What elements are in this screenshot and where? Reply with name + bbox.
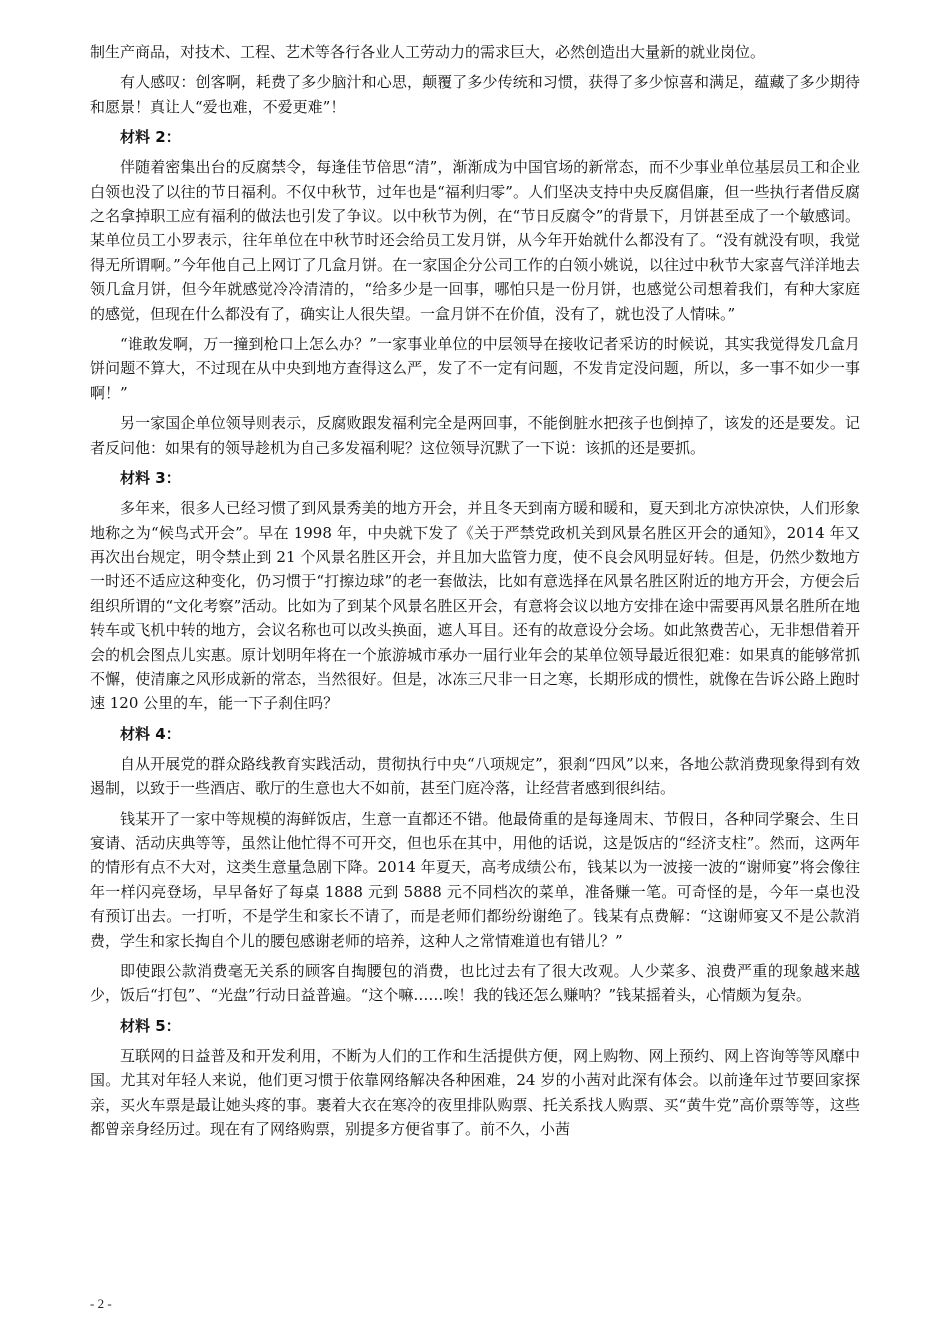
- paragraph-2: 有人感叹：创客啊，耗费了多少脑汁和心思，颠覆了多少传统和习惯，获得了多少惊喜和满足，蕴藏了多少期待和愿景！真让人“爱也难，不爱更难”！: [90, 73, 860, 116]
- heading-material-4: 材料 4：: [120, 724, 181, 743]
- paragraph-1: 制生产商品，对技术、工程、艺术等各行各业人工劳动力的需求巨大，必然创造出大量新的就业岗位。: [90, 43, 766, 61]
- page-number: - 2 -: [90, 1296, 112, 1311]
- paragraph-6: 多年来，很多人已经习惯了到风景秀美的地方开会，并且冬天到南方暖和暖和，夏天到北方凉快凉快，人们形象地称之为“候鸟式开会”。早在 1998 年，中央就下发了《关于严禁党政机关到风景名胜区开会的通知》，2014 年又再次出台规定，明令禁止到 21 个风景名胜区开会，并且加大监管力度，使不良会风明显好转。但是，仍然少数地方一时还不适应这种变化，仍习惯于“打擦边球”的老一套做法，比如有意选择在风景名胜区附近的地方开会，方便会后组织所谓的“文化考察”活动。比如为了到某个风景名胜区开会，有意将会议以地方安排在途中需要再风景名胜所在地转车或飞机中转的地方，会议名称也可以改头换面，遮人耳目。还有的故意设分会场。如此煞费苦心，无非想借着开会的机会图点儿实惠。原计划明年将在一个旅游城市承办一届行业年会的某单位领导最近很犯难：如果真的能够常抓不懈，使清廉之风形成新的常态，当然很好。但是，冰冻三尺非一日之寒，长期形成的惯性，就像在告诉公路上跑时速 120 公里的车，能一下子刹住吗？: [90, 499, 860, 713]
- paragraph-3: 伴随着密集出台的反腐禁令，每逢佳节倍思“清”，渐渐成为中国官场的新常态，而不少事业单位基层员工和企业白领也没了以往的节日福利。不仅中秋节，过年也是“福利归零”。人们坚决支持中央反腐倡廉，但一些执行者借反腐之名拿掉职工应有福利的做法也引发了争议。以中秋节为例，在“节日反腐令”的背景下，月饼甚至成了一个敏感词。某单位员工小罗表示，往年单位在中秋节时还会给员工发月饼，从今年开始就什么都没有了。“没有就没有呗，我觉得无所谓啊。”今年他自己上网订了几盒月饼。在一家国企分公司工作的白领小姚说，以往过中秋节大家喜气洋洋地去领几盒月饼，但今年就感觉冷冷清清的，“给多少是一回事，哪怕只是一份月饼，也感觉公司想着我们，有种大家庭的感觉，但现在什么都没有了，确实让人很失望。一盒月饼不在价值，没有了，就也没了人情味。”: [90, 158, 860, 323]
- paragraph-4: “谁敢发啊，万一撞到枪口上怎么办？”一家事业单位的中层领导在接收记者采访的时候说，其实我觉得发几盒月饼问题不算大，不过现在从中央到地方查得这么严，发了不一定有问题，不发肯定没问题，所以，多一事不如少一事啊！”: [90, 335, 860, 402]
- paragraph-5: 另一家国企单位领导则表示，反腐败跟发福利完全是两回事，不能倒脏水把孩子也倒掉了，该发的还是要发。记者反问他：如果有的领导趁机为自己多发福利呢？这位领导沉默了一下说：该抓的还是要抓。: [90, 414, 860, 457]
- paragraph-8: 钱某开了一家中等规模的海鲜饭店，生意一直都还不错。他最倚重的是每逢周末、节假日，各种同学聚会、生日宴请、活动庆典等等，虽然让他忙得不可开交，但也乐在其中，用他的话说，这是饭店的“经济支柱”。然而，这两年的情形有点不大对，这类生意量急剧下降。2014 年夏天，高考成绩公布，钱某以为一波接一波的“谢师宴”将会像往年一样闪亮登场，早早备好了每桌 1888 元到 5888 元不同档次的菜单，准备赚一笔。可奇怪的是，今年一桌也没有预订出去。一打听，不是学生和家长不请了，而是老师们都纷纷谢绝了。钱某有点费解：“这谢师宴又不是公款消费，学生和家长掏自个儿的腰包感谢老师的培养，这种人之常情难道也有错儿？”: [90, 809, 860, 950]
- paragraph-10: 互联网的日益普及和开发利用，不断为人们的工作和生活提供方便，网上购物、网上预约、网上咨询等等风靡中国。尤其对年轻人来说，他们更习惯于依靠网络解决各种困难，24 岁的小茜对此深有体会。以前逢年过节要回家探亲，买火车票是最让她头疼的事。裹着大衣在寒冷的夜里排队购票、托关系找人购票、买“黄牛党”高价票等等，这些都曾亲身经历过。现在有了网络购票，别提多方便省事了。前不久，小茜: [90, 1046, 860, 1139]
- document-body: [90, 40, 860, 1147]
- paragraph-9: 即使跟公款消费毫无关系的顾客自掏腰包的消费，也比过去有了很大改观。人少菜多、浪费严重的现象越来越少，饭后“打包”、“光盘”行动日益普遍。“这个嘛……唉！我的钱还怎么赚呐？”钱某摇着头，心情颇为复杂。: [90, 962, 860, 1005]
- heading-material-2: 材料 2：: [120, 128, 181, 147]
- heading-material-3: 材料 3：: [120, 469, 181, 488]
- heading-material-5: 材料 5：: [120, 1016, 181, 1035]
- paragraph-7: 自从开展党的群众路线教育实践活动，贯彻执行中央“八项规定”，狠刹“四风”以来，各地公款消费现象得到有效遏制，以致于一些酒店、歌厅的生意也大不如前，甚至门庭冷落，让经营者感到很纠结。: [90, 754, 860, 798]
